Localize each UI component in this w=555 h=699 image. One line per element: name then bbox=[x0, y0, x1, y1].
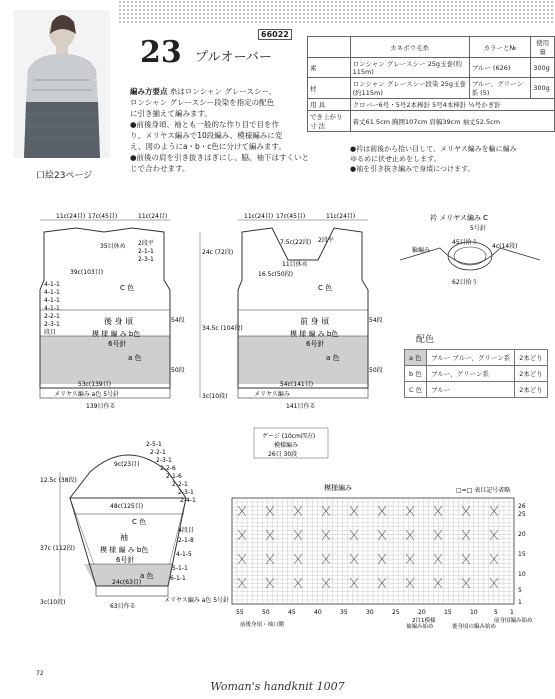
mat-cell: 用 具 bbox=[308, 99, 351, 111]
sleeve-height: 12.5c (38段) bbox=[40, 477, 77, 484]
back-armhole-mark: 4-1-1 bbox=[44, 305, 60, 312]
back-armhole-mark: 2-2-1 bbox=[44, 313, 60, 320]
color-cell: ブルー bbox=[427, 382, 515, 398]
sleeve-mark: 2-3-1 bbox=[178, 489, 194, 496]
front-height: 34.5c (104段) bbox=[202, 325, 243, 332]
front-a-label: a 色 bbox=[326, 354, 340, 362]
color-cell: C 色 bbox=[405, 382, 427, 398]
sleeve-mark: 5-1-1 bbox=[172, 565, 188, 572]
mat-cell: 300g bbox=[531, 58, 555, 78]
chart-note: 前身頃編み始め bbox=[494, 618, 533, 624]
back-inner-width: 39c(103目) bbox=[70, 269, 104, 276]
front-body-diagram bbox=[200, 212, 383, 410]
sleeve-top: 9c(23目) bbox=[114, 461, 140, 468]
instructions-line: ●前後身頃、袖とも一般的な作り目で目を作 bbox=[130, 120, 280, 129]
mat-cell: ロンシャン グレースシー段染 25g玉巻(約115m) bbox=[350, 78, 469, 99]
model-photo bbox=[14, 10, 110, 158]
sleeve-rib: メリヤス編み a色 5号針 bbox=[164, 597, 230, 604]
mat-cell: ブルー (626) bbox=[469, 58, 531, 78]
note-line: ゆるめに伏せ止めをします。 bbox=[350, 155, 441, 163]
color-cell: 2本どり bbox=[515, 366, 548, 382]
back-shoulder-mark: 2段平 bbox=[138, 240, 154, 247]
footer-title: Woman's handknit 1007 bbox=[210, 680, 345, 693]
chart-row-label: 20 bbox=[518, 531, 526, 538]
back-armhole-mark: 段目 bbox=[44, 329, 57, 336]
color-cell: 2本どり bbox=[515, 350, 548, 366]
front-neck-mark: 7.5c(22段) bbox=[280, 239, 312, 246]
sleeve-cast: 63目作る bbox=[110, 603, 136, 610]
front-cast: 141目作る bbox=[286, 403, 316, 410]
sleeve-height: 37c (112段) bbox=[40, 545, 75, 552]
chart-row-label: 26 bbox=[518, 503, 526, 510]
chart-row-label: 10 bbox=[518, 571, 526, 578]
back-needle: 6号針 bbox=[108, 340, 127, 348]
collar-mark: 輪編み bbox=[412, 247, 431, 254]
chart-col-label: 50 bbox=[262, 609, 270, 616]
front-c-label: C 色 bbox=[318, 284, 333, 292]
back-cast: 139目作る bbox=[86, 403, 116, 410]
back-bottom-width: 53c(139目) bbox=[78, 381, 112, 388]
back-shoulder-mark: 2-1-1 bbox=[138, 248, 154, 255]
front-a-color-zone bbox=[238, 336, 368, 384]
instructions-line: 糸はロンシャン グレースシー、 bbox=[169, 87, 277, 96]
instructions-lead: 編み方要点 bbox=[130, 87, 168, 96]
sleeve-mark: 6-1-1 bbox=[170, 575, 186, 582]
stitch-chart bbox=[232, 483, 533, 630]
sleeve-mark: 2-2-1 bbox=[150, 449, 166, 456]
mat-cell: 素 bbox=[308, 58, 351, 78]
chart-note: 後身頃の編み始め bbox=[452, 624, 497, 630]
chart-col-label: 5 bbox=[494, 609, 498, 616]
chart-row-label: 5 bbox=[518, 587, 522, 594]
page-number: 72 bbox=[36, 670, 44, 677]
mat-cell: ロンシャン グレースシー 25g玉巻(約115m) bbox=[350, 58, 469, 78]
front-neck-mark: 11目休め bbox=[282, 261, 308, 268]
front-neck-mark: 2段平 bbox=[318, 237, 334, 244]
chart-col-label: 15 bbox=[444, 609, 452, 616]
mat-header bbox=[308, 37, 351, 58]
materials-table bbox=[307, 36, 555, 132]
instructions-line: ●前後の肩を引き抜きはぎにし、脇、袖下はすくいと bbox=[130, 153, 310, 162]
sleeve-mark: 4-1-5 bbox=[176, 551, 192, 558]
sleeve-mark: 2-2-1 bbox=[172, 481, 188, 488]
chart-col-label: 10 bbox=[470, 609, 478, 616]
mat-cell: 着丈61.5cm 胸囲107cm 肩幅39cm 袖丈52.5cm bbox=[350, 111, 554, 132]
mat-header: カネボウ毛糸 bbox=[350, 37, 469, 58]
gauge-line: 模様編み bbox=[274, 442, 299, 449]
chart-col-label: 40 bbox=[314, 609, 322, 616]
back-a-color-zone bbox=[40, 336, 170, 384]
color-cell: a 色 bbox=[405, 350, 427, 366]
front-height: 24c (72段) bbox=[202, 249, 234, 256]
chart-col-label: 30 bbox=[366, 609, 374, 616]
sleeve-mid: 48c(125目) bbox=[110, 503, 144, 510]
color-cell: ブルー ブルー、グリーン系 bbox=[427, 350, 515, 366]
instructions-line: ロンシャン グレースシー段染を指定の配色 bbox=[130, 98, 275, 107]
color-cell: 2本どり bbox=[515, 382, 548, 398]
sleeve-mark: 2-3-1 bbox=[156, 457, 172, 464]
notes bbox=[350, 144, 550, 174]
collar-mark: 4c(14段) bbox=[492, 243, 518, 250]
pattern-diagrams bbox=[0, 190, 555, 650]
sleeve-height: 3c(10段) bbox=[40, 599, 66, 606]
back-rib: メリヤス編み a色 5号針 bbox=[54, 391, 120, 398]
collar-mark: 45目拾う bbox=[452, 239, 478, 246]
back-armhole-mark: 2-3-1 bbox=[44, 321, 60, 328]
back-label: 後 身 頃 bbox=[104, 317, 134, 326]
back-a-label: a 色 bbox=[128, 354, 142, 362]
chart-row-label: 15 bbox=[518, 551, 526, 558]
front-top-dim: 11c(24目) bbox=[244, 213, 274, 220]
collar-needle: 5号針 bbox=[470, 225, 486, 232]
chart-note: 前後身頃・袖口側 bbox=[240, 622, 285, 628]
instructions-line: に引き揃えて編みます。 bbox=[130, 109, 212, 118]
mat-cell: ブルー、グリーン系 (5) bbox=[469, 78, 531, 99]
mat-cell: クロバー6号・5号2本棒針 5号4本棒針 ½号かぎ針 bbox=[350, 99, 554, 111]
gauge-line: 26目 30段 bbox=[268, 451, 298, 458]
front-side-mark: 54段 bbox=[369, 317, 383, 324]
front-neck-mark: 16.5c(50段) bbox=[258, 271, 293, 278]
back-shoulder-mark: 35目休め bbox=[100, 243, 126, 250]
sleeve-a-label: a 色 bbox=[140, 572, 154, 580]
sleeve-mark: 2-1-8 bbox=[178, 537, 194, 544]
color-cell: ブルー、グリーン系 bbox=[427, 366, 515, 382]
back-pattern: 模 様 編 み b色 bbox=[92, 330, 141, 338]
mat-cell: 材 bbox=[308, 78, 351, 99]
chart-row-label: 25 bbox=[518, 511, 526, 518]
instructions-line: じで合わせます。 bbox=[130, 164, 190, 173]
back-armhole-mark: 4-1-1 bbox=[44, 289, 60, 296]
back-top-dim: 11c(24目) bbox=[138, 213, 168, 220]
sleeve-needle: 6号針 bbox=[116, 556, 135, 564]
collar-diagram bbox=[400, 213, 540, 286]
color-legend bbox=[404, 332, 548, 398]
front-side-mark: 50段 bbox=[369, 367, 383, 374]
color-table bbox=[404, 349, 548, 398]
sleeve-mark: 2-1-6 bbox=[166, 473, 182, 480]
front-label: 前 身 頃 bbox=[300, 317, 330, 326]
front-height: 3c(10段) bbox=[202, 393, 228, 400]
gauge-box bbox=[254, 428, 328, 458]
chart-col-label: 20 bbox=[418, 609, 426, 616]
front-rib: メリヤス編み bbox=[254, 391, 290, 398]
back-body-diagram bbox=[40, 212, 185, 410]
sleeve-bottom: 24c(63目) bbox=[112, 579, 142, 586]
chart-col-label: 55 bbox=[236, 609, 244, 616]
back-armhole-mark: 4-1-1 bbox=[44, 281, 60, 288]
back-shoulder-mark: 2-3-1 bbox=[138, 256, 154, 263]
sleeve-mark: 4段目 bbox=[178, 527, 194, 534]
note-line: ●衿は前後から拾い目して、メリヤス編みを輪に編み bbox=[350, 145, 517, 153]
back-top-dim: 17c(45目) bbox=[88, 213, 118, 220]
back-c-label: C 色 bbox=[120, 284, 135, 292]
header-dot-band bbox=[118, 0, 555, 24]
back-armhole-mark: 4-1-1 bbox=[44, 297, 60, 304]
chart-col-label: 25 bbox=[392, 609, 400, 616]
chart-title: 模様編み bbox=[324, 484, 352, 492]
sleeve-mark: 2-5-1 bbox=[146, 441, 162, 448]
chart-col-label: 35 bbox=[340, 609, 348, 616]
back-top-dim: 11c(24目) bbox=[56, 213, 86, 220]
color-cell: b 色 bbox=[405, 366, 427, 382]
chart-note: 2目1模様 bbox=[412, 618, 436, 624]
front-top-dim: 17c(45目) bbox=[276, 213, 306, 220]
collar-mark: 62目拾う bbox=[452, 279, 478, 286]
sleeve-mark: 2-4-1 bbox=[180, 497, 196, 504]
pattern-title: プルオーバー bbox=[195, 50, 272, 65]
mat-header: 使用量 bbox=[531, 37, 555, 58]
gauge-title: ゲージ (10cm四方) bbox=[262, 433, 316, 440]
front-needle: 6号針 bbox=[306, 340, 325, 348]
mat-header: カラーと№ bbox=[469, 37, 531, 58]
pattern-number: 23 bbox=[140, 35, 182, 70]
back-side-mark: 50段 bbox=[171, 367, 185, 374]
back-side-mark: 54段 bbox=[171, 317, 185, 324]
collar-title: 衿 メリヤス編み C bbox=[430, 214, 489, 222]
note-line: ●袖を引き抜き編みで身頃につけます。 bbox=[350, 165, 475, 173]
instructions-line: り、メリヤス編みで10段編み、模様編みに変 bbox=[130, 131, 283, 140]
pattern-code: 66022 bbox=[258, 29, 292, 40]
front-pattern: 模 様 編 み b色 bbox=[290, 330, 339, 338]
sleeve-diagram bbox=[40, 441, 229, 610]
mat-cell: 300g bbox=[531, 78, 555, 99]
front-top-dim: 11c(24目) bbox=[326, 213, 356, 220]
chart-col-label: 1 bbox=[510, 609, 514, 616]
mat-cell: でき上がり寸 法 bbox=[308, 111, 351, 132]
instructions-line: え、図のようにa・b・c色に分けて編みます。 bbox=[130, 142, 286, 151]
sleeve-label: 袖 bbox=[120, 533, 128, 542]
chart-col-label: 45 bbox=[288, 609, 296, 616]
photo-caption: 口絵23ページ bbox=[36, 171, 93, 181]
front-bottom-width: 54c(141目) bbox=[280, 381, 314, 388]
chart-note: 袖編み始め bbox=[406, 624, 434, 630]
color-legend-title: 配色 bbox=[416, 335, 435, 345]
sleeve-mark: 2-2-6 bbox=[160, 465, 176, 472]
sleeve-pattern: 模 様 編 み b色 bbox=[100, 546, 149, 554]
chart-legend: □=□ 表目記号省略 bbox=[456, 487, 511, 494]
chart-row-label: 1 bbox=[518, 599, 522, 606]
sleeve-c-label: C 色 bbox=[132, 518, 147, 526]
